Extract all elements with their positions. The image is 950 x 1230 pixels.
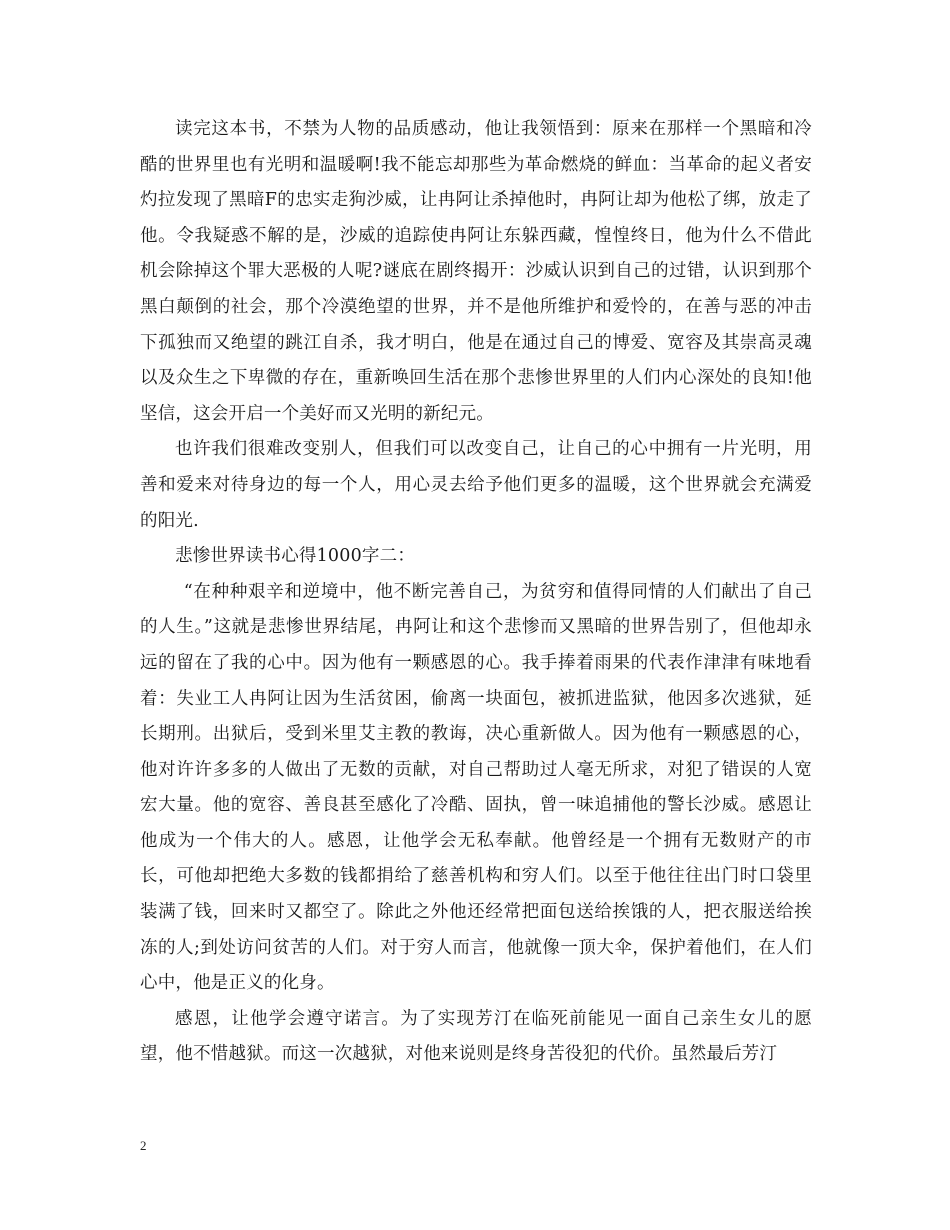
page-number: 2 [140, 1138, 147, 1153]
paragraph-gratitude: “在种种艰辛和逆境中，他不断完善自己，为贫穷和值得同情的人们献出了自己的人生。”这就是悲惨世界结尾，冉阿让和这个悲惨而又黑暗的世界告别了，但他却永远的留在了我的心中。因为他有一颗感恩的心。我手捧着雨果的代表作津津有味地看着：失业工人冉阿让因为生活贫困，偷离一块面包，被抓进监狱，他因多次逃狱，延长期刑。出狱后，受到米里艾主教的教诲，决心重新做人。因为他有一颗感恩的心，他对许许多多的人做出了无数的贡献，对自己帮助过人毫无所求，对犯了错误的人宽宏大量。他的宽容、善良甚至感化了冷酷、固执，曾一味追捕他的警长沙威。感恩让他成为一个伟大的人。感恩，让他学会无私奉献。他曾经是一个拥有无数财产的市长，可他却把绝大多数的钱都捐给了慈善机构和穷人们。以至于他往往出门时口袋里装满了钱，回来时又都空了。除此之外他还经常把面包送给挨饿的人，把衣服送给挨冻的人;到处访问贫苦的人们。对于穷人而言，他就像一顶大伞，保护着他们，在人们心中，他是正义的化身。 [140, 581, 812, 994]
document-body [140, 112, 812, 1073]
paragraph-change-yourself: 也许我们很难改变别人，但我们可以改变自己，让自己的心中拥有一片光明，用善和爱来对待身边的每一个人，用心灵去给予他们更多的温暖，这个世界就会充满爱的阳光. [140, 439, 812, 531]
paragraph-reflection: 读完这本书，不禁为人物的品质感动，他让我领悟到：原来在那样一个黑暗和冷酷的世界里也有光明和温暖啊!我不能忘却那些为革命燃烧的鲜血：当革命的起义者安灼拉发现了黑暗F的忠实走狗沙威，让冉阿让杀掉他时，冉阿让却为他松了绑，放走了他。令我疑惑不解的是，沙威的追踪使冉阿让东躲西藏，惶惶终日，他为什么不借此机会除掉这个罪大恶极的人呢?谜底在剧终揭开：沙威认识到自己的过错，认识到那个黑白颠倒的社会，那个冷漠绝望的世界，并不是他所维护和爱怜的，在善与恶的冲击下孤独而又绝望的跳江自杀，我才明白，他是在通过自己的博爱、宽容及其崇高灵魂以及众生之下卑微的存在，重新唤回生活在那个悲惨世界里的人们内心深处的良知!他坚信，这会开启一个美好而又光明的新纪元。 [140, 119, 812, 424]
section-heading: 悲惨世界读书心得1000字二： [175, 546, 416, 567]
paragraph-promise: 感恩，让他学会遵守诺言。为了实现芳汀在临死前能见一面自己亲生女儿的愿望，他不惜越狱。而这一次越狱，对他来说则是终身苦役犯的代价。虽然最后芳汀 [140, 1008, 812, 1065]
